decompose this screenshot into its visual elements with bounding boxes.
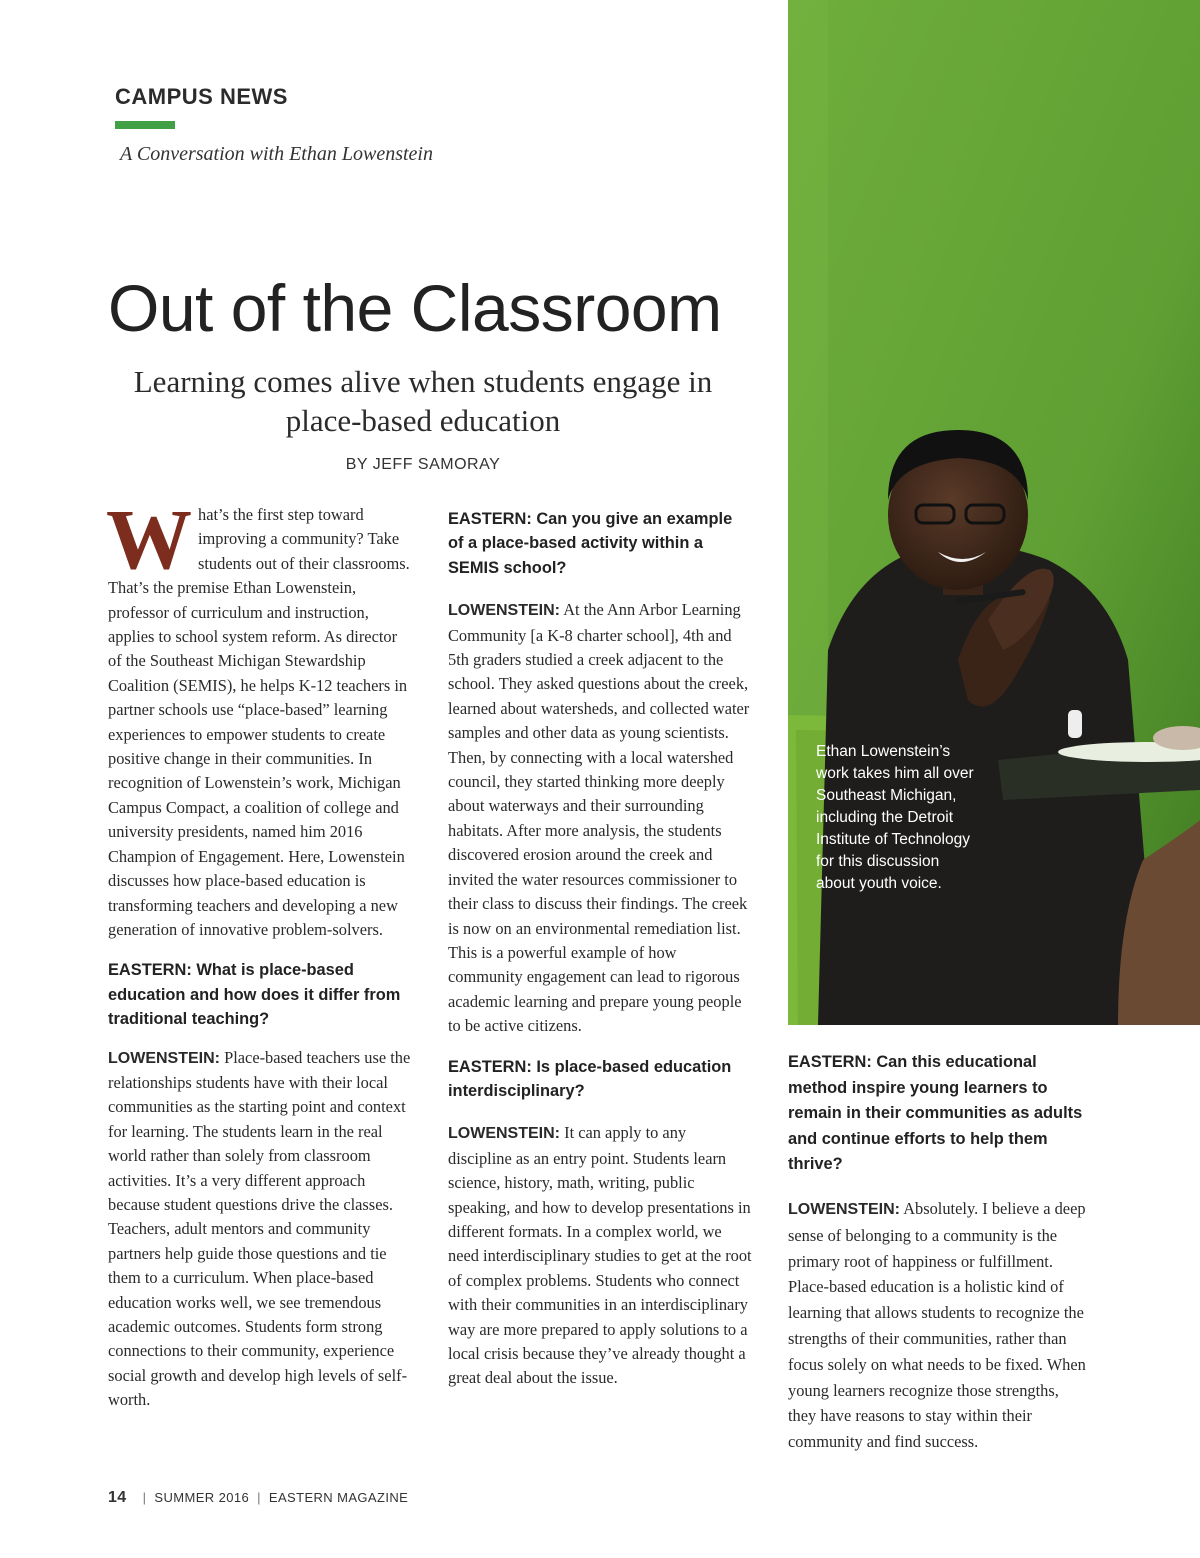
question-4	[788, 1050, 1090, 1178]
photo-caption: Ethan Lowenstein’s work takes him all over Southeast Michigan, including the Detroit Institute of Technology for this discussion about youth voice.	[816, 743, 974, 892]
section-rule	[115, 121, 175, 129]
answer-3	[448, 1121, 752, 1390]
byline: BY JEFF SAMORAY	[345, 456, 501, 473]
answer-text: It can apply to any discipline as an entry point. Students learn science, history, math, writing, public speaking, and how to develop presentations in different formats. In a complex world, we need interdisciplinary studies to get at the root of complex problems. Students who connect with their communities in an interdisciplinary way are more prepared to apply solutions to a local crisis because they’ve already thought a great deal about the issue.	[448, 1123, 752, 1388]
answer-speaker: LOWENSTEIN:	[448, 1125, 560, 1143]
intro-text: hat’s the first step toward improving a community? Take students out of their classrooms. That’s the premise Ethan Lowenstein, professor of curriculum and instruction, applies to school system reform. As director of the Southeast Michigan Stewardship Coalition (SEMIS), he helps K-12 teachers in partner schools use “place-based” learning experiences to empower students to create positive change in their communities. In recognition of Lowenstein’s work, Michigan Campus Compact, a coalition of college and university presidents, named him 2016 Champion of Engagement. Here, Lowenstein discusses how place-based education is transforming teachers and developing a new generation of innovative problem-solvers.	[108, 505, 410, 939]
article-column-2	[448, 507, 752, 1405]
issue-label: SUMMER 2016	[154, 1490, 250, 1505]
page-number: 14	[108, 1489, 127, 1506]
question-speaker: EASTERN:	[448, 510, 532, 528]
section-label: CAMPUS NEWS	[115, 84, 288, 109]
page-footer	[108, 1489, 408, 1507]
footer-separator: |	[142, 1490, 147, 1505]
answer-text: At the Ann Arbor Learning Community [a K-8 charter school], 4th and 5th graders studied a creek adjacent to the school. They asked questions about the creek, learned about watersheds, and collected water samples and other data as young scientists. Then, by connecting with a local watershed council, they started thinking more deeply about waterways and their surrounding habitats. After more analysis, the students discovered erosion around the creek and invited the water resources commissioner to their class to discuss their findings. The creek is now on an environmental remediation list. This is a powerful example of how community engagement can lead to rigorous academic learning and prepare young people to be active citizens.	[448, 600, 750, 1036]
subhead: Learning comes alive when students engage in place-based education	[133, 364, 713, 438]
answer-2	[448, 598, 752, 1038]
question-text: Can this educational method inspire young learners to remain in their communities as adults and continue efforts to help them thrive?	[788, 1053, 1083, 1174]
intro-paragraph	[106, 491, 412, 942]
answer-speaker: LOWENSTEIN:	[448, 602, 560, 620]
answer-speaker: LOWENSTEIN:	[108, 1049, 220, 1067]
question-3	[448, 1055, 752, 1104]
answer-text: Absolutely. I believe a deep sense of belonging to a community is the primary root of happiness or fulfillment. Place-based education is a holistic kind of learning that allows students to recognize the strengths of their communities, rather than focus solely on what needs to be fixed. When young learners recognize those strengths, they have reasons to stay within their community and find success.	[788, 1198, 1086, 1452]
question-1	[108, 958, 412, 1031]
question-2	[448, 507, 752, 580]
question-speaker: EASTERN:	[448, 1057, 532, 1076]
publication-name: EASTERN MAGAZINE	[268, 1490, 409, 1505]
answer-4	[788, 1196, 1090, 1455]
article-column-1	[106, 491, 412, 1427]
dropcap: W	[106, 491, 192, 587]
question-speaker: EASTERN:	[788, 1053, 872, 1071]
footer-separator: |	[257, 1490, 261, 1505]
headline: Out of the Classroom	[108, 271, 722, 345]
question-text: What is place-based education and how does it differ from traditional teaching?	[108, 961, 401, 1029]
question-text: Is place-based education interdisciplinary?	[448, 1057, 732, 1100]
answer-speaker: LOWENSTEIN:	[788, 1200, 900, 1218]
article-column-3	[788, 1050, 1090, 1469]
kicker: A Conversation with Ethan Lowenstein	[120, 143, 433, 165]
question-speaker: EASTERN:	[108, 961, 192, 980]
answer-1	[108, 1046, 412, 1413]
answer-text: Place-based teachers use the relationships students have with their local communities as the starting point and context for learning. The students learn in the real world rather than solely from classroom activities. It’s a very different approach because student questions drive the classes. Teachers, adult mentors and community partners help guide those questions and tie them to a curriculum. When place-based education works well, we see tremendous academic outcomes. Students form strong connections to their community, experience social growth and develop high levels of self-worth.	[108, 1047, 411, 1410]
question-text: Can you give an example of a place-based activity within a SEMIS school?	[448, 510, 733, 577]
